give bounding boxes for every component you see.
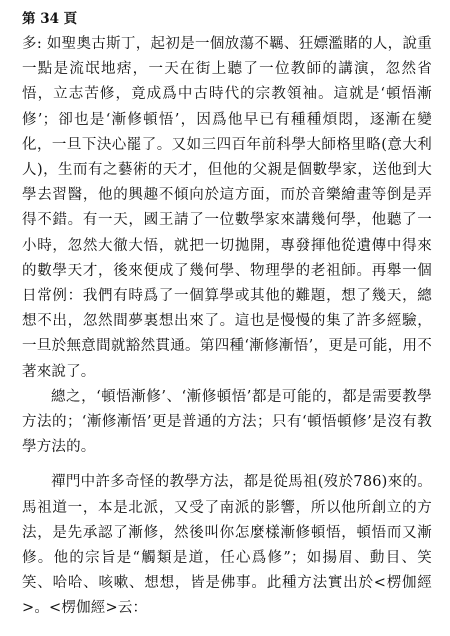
paragraph-mazu-method: 禪門中許多奇怪的教學方法，都是從馬祖(歿於786)來的。馬祖道一，本是北派，又受了南派的影響，所以他所創立的方法，是先承認了漸修，然後叫你怎麼樣漸修頓悟，頓悟而又漸修。他的宗旨是“觸類是道，任心爲修”；如揚眉、動目、笑笑、哈哈、咳嗽、想想，皆是佛事。此種方法實出於<楞伽經>。<楞伽經>云：	[22, 474, 432, 617]
paragraph-summary: 總之，‘頓悟漸修’、‘漸修頓悟’都是可能的，都是需要教學方法的；‘漸修漸悟’更是普通的方法；只有‘頓悟頓修’是沒有教學方法的。	[22, 388, 432, 456]
paragraph-examples: 多: 如聖奧古斯丁，起初是一個放蕩不羈、狂嫖濫賭的人，說重一點是流氓地痞，一天在街上聽了一位教師的講演，忽然省悟，立志苦修，竟成爲中古時代的宗教領袖。這就是‘頓悟漸修’；卻也是‘漸修頓悟’，因爲他早已有種種煩悶，逐漸在變化，一旦下決心罷了。又如三四百年前科學大師格里略(意大利人)，生而有之藝術的天才，但他的父親是個數學家，送他到大學去習醫，他的興趣不傾向於這方面，而於音樂繪畫等倒是弄得不錯。有一天，國王請了一位數學家來講幾何學，他聽了一小時，忽然大徹大悟，就把一切拋開，專發揮他從遺傳中得來的數學天才，後來便成了幾何學、物理學的老祖師。再舉一個日常例：我們有時爲了一個算學或其他的難題，想了幾天，總想不出，忽然間夢裏想出來了。這也是慢慢的集了許多經驗，一旦於無意間就豁然貫通。第四種‘漸修漸悟’，更是可能，用不著來說了。	[22, 36, 432, 380]
page-number-header: 第 34 頁	[22, 11, 78, 27]
